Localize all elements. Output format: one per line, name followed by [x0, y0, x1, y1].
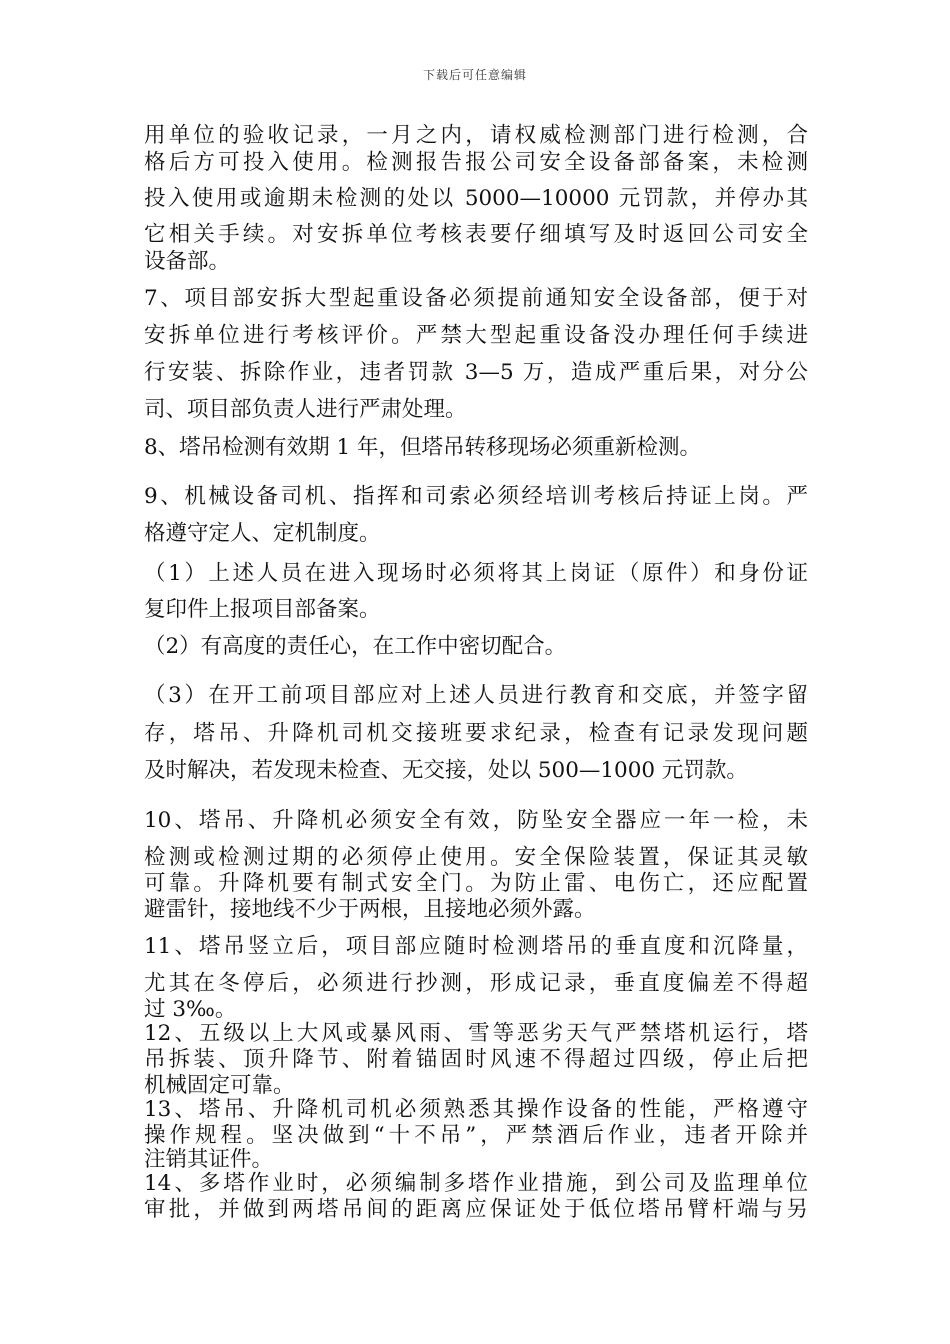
text-line: 审批，并做到两塔吊间的距离应保证处于低位塔吊臂杆端与另 [144, 1197, 808, 1222]
text-line: 尤其在冬停后，必须进行抄测，形成记录，垂直度偏差不得超 [144, 971, 808, 996]
text-line: 14、多塔作业时，必须编制多塔作业措施，到公司及监理单位 [144, 1171, 808, 1196]
text-line: 投入使用或逾期未检测的处以 5000—10000 元罚款，并停办其 [144, 186, 808, 211]
text-line: 13、塔吊、升降机司机必须熟悉其操作设备的性能，严格遵守 [144, 1097, 808, 1122]
text-line: 操作规程。坚决做到“十不吊”，严禁酒后作业，违者开除并 [144, 1123, 808, 1148]
text-line: 吊拆装、顶升降节、附着锚固时风速不得超过四级，停止后把 [144, 1047, 808, 1072]
text-line: 避雷针，接地线不少于两根，且接地必须外露。 [144, 897, 596, 922]
text-line: （1）上述人员在进入现场时必须将其上岗证（原件）和身份证 [144, 561, 808, 586]
text-line: 存，塔吊、升降机司机交接班要求纪录，检查有记录发现问题 [144, 721, 808, 746]
text-line: 8、塔吊检测有效期 1 年，但塔吊转移现场必须重新检测。 [144, 435, 702, 460]
text-line: 9、机械设备司机、指挥和司索必须经培训考核后持证上岗。严 [144, 484, 808, 509]
text-line: 及时解决，若发现未检查、无交接，处以 500—1000 元罚款。 [144, 758, 748, 783]
text-line: 行安装、拆除作业，违者罚款 3—5 万，造成严重后果，对分公 [144, 360, 808, 385]
text-line: 设备部。 [144, 249, 231, 274]
text-line: 7、项目部安拆大型起重设备必须提前通知安全设备部，便于对 [144, 286, 808, 311]
text-line: （2）有高度的责任心，在工作中密切配合。 [144, 634, 567, 659]
text-line: 10、塔吊、升降机必须安全有效，防坠安全器应一年一检，未 [144, 808, 808, 833]
text-line: 格遵守定人、定机制度。 [144, 521, 381, 546]
text-line: 过 3‰。 [144, 997, 237, 1022]
text-line: 注销其证件。 [144, 1147, 274, 1172]
text-line: 11、塔吊竖立后，项目部应随时检测塔吊的垂直度和沉降量， [144, 934, 808, 959]
text-line: 机械固定可靠。 [144, 1073, 295, 1098]
text-line: 安拆单位进行考核评价。严禁大型起重设备没办理任何手续进 [144, 323, 808, 348]
text-line: 它相关手续。对安拆单位考核表要仔细填写及时返回公司安全 [144, 222, 808, 247]
text-line: 12、五级以上大风或暴风雨、雪等恶劣天气严禁塔机运行，塔 [144, 1021, 808, 1046]
text-line: 可靠。升降机要有制式安全门。为防止雷、电伤亡，还应配置 [144, 871, 808, 896]
text-line: （3）在开工前项目部应对上述人员进行教育和交底，并签字留 [144, 683, 808, 708]
text-line: 检测或检测过期的必须停止使用。安全保险装置，保证其灵敏 [144, 845, 808, 870]
text-line: 司、项目部负责人进行严肃处理。 [144, 397, 467, 422]
text-line: 格后方可投入使用。检测报告报公司安全设备部备案，未检测 [144, 150, 808, 175]
text-line: 复印件上报项目部备案。 [144, 597, 381, 622]
page-header: 下载后可任意编辑 [422, 68, 527, 82]
text-line: 用单位的验收记录，一月之内，请权威检测部门进行检测，合 [144, 123, 808, 148]
